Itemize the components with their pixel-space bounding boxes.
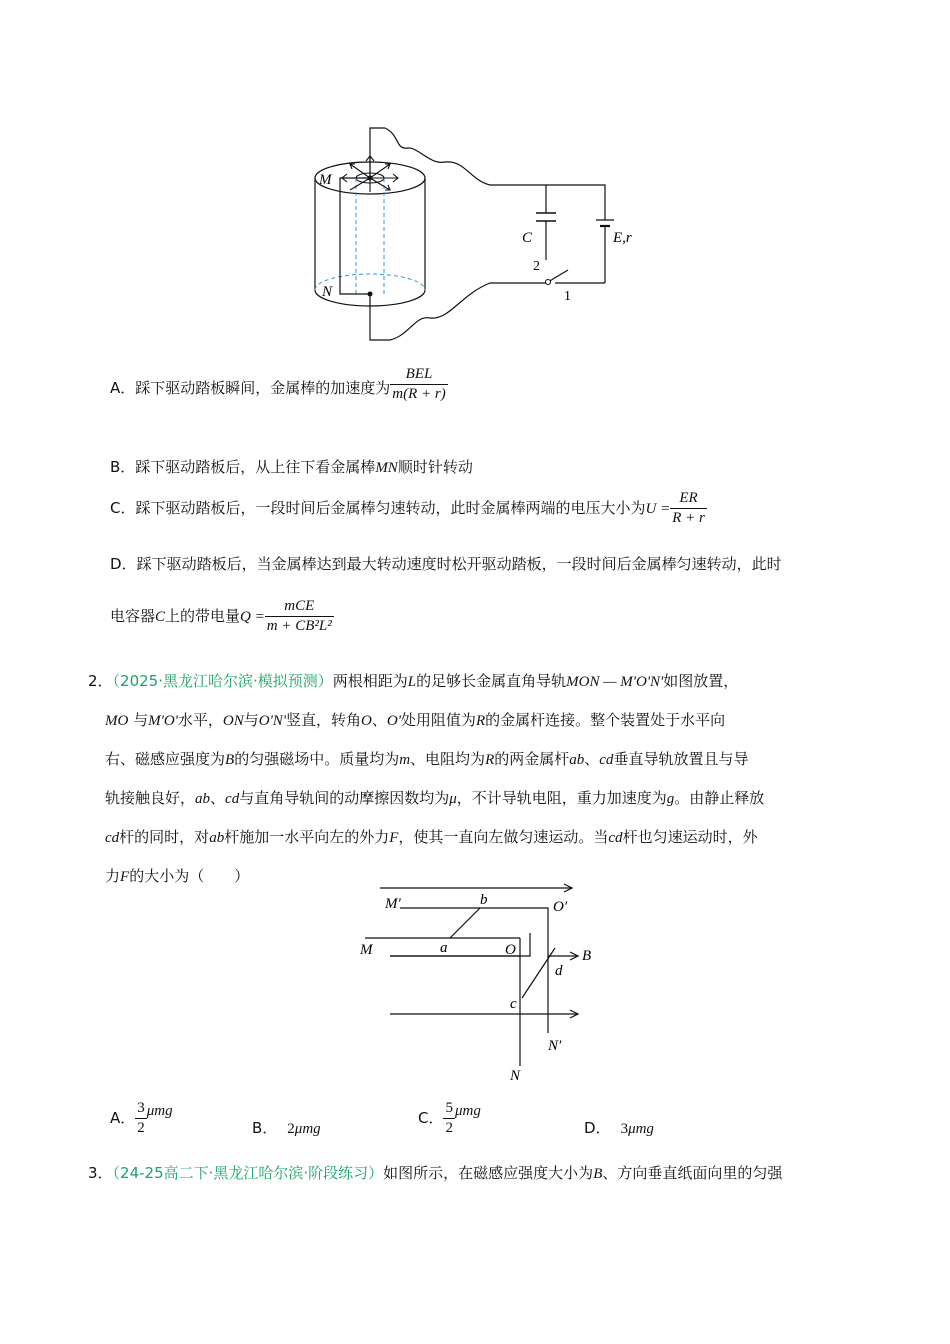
figure-cylinder-circuit: [300, 120, 650, 350]
q2-option-c: C． $\frac{5}{2}$ μmg: [418, 1100, 481, 1136]
label-Mprime: M′: [385, 896, 401, 912]
figure-rails: [350, 878, 610, 1088]
label-C: C: [522, 230, 533, 246]
q1-option-d-line2: 电容器C上的带电量Q = $\frac{\text{mCE}}{\text{m + CB²L²}}$: [110, 598, 332, 634]
q3-source: （24-25高二下·黑龙江哈尔滨·阶段练习）: [112, 1164, 384, 1182]
q2-option-b: B． 2μmg: [252, 1119, 321, 1137]
label-E: E,r: [613, 230, 632, 246]
label-N2: N: [510, 1068, 521, 1084]
q2-option-a: A． $\frac{3}{2}$ μmg: [110, 1100, 173, 1136]
label-Oprime: O′: [553, 899, 568, 915]
label-a: a: [440, 940, 448, 956]
q1-option-b: B．踩下驱动踏板后，从上往下看金属棒MN顺时针转动: [110, 458, 473, 476]
label-M: M: [319, 172, 332, 188]
q1-option-d: D．踩下驱动踏板后，当金属棒达到最大转动速度时松开驱动踏板，一段时间后金属棒匀速转动，此时: [110, 555, 782, 573]
label-b: b: [480, 892, 488, 908]
label-O: O: [505, 942, 516, 958]
label-M2: M: [360, 942, 373, 958]
q1-option-a: A．踩下驱动踏板瞬间，金属棒的加速度为 $\frac{\text{BEL}}{m(R + r)}$: [110, 366, 446, 402]
q2-option-d: D． 3μmg: [584, 1119, 654, 1137]
label-d: d: [555, 963, 563, 979]
q2-source: （2025·黑龙江哈尔滨·模拟预测）: [112, 672, 333, 690]
label-B-field: B: [582, 948, 592, 964]
label-1: 1: [564, 289, 571, 304]
label-N: N: [322, 284, 333, 300]
label-2: 2: [533, 259, 540, 274]
q1-option-c: C．踩下驱动踏板后，一段时间后金属棒匀速转动，此时金属棒两端的电压大小为U = $\frac{ER}{R + r}$: [110, 490, 705, 526]
label-c: c: [510, 996, 517, 1012]
q2-stem: 2．（2025·黑龙江哈尔滨·模拟预测）两根相距为L的足够长金属直角导轨MON — M'O'N'如图放置， MO 与M'O'水平，ON与O'N'竖直，转角O、O'处用阻值为R的金属杆连接。整个装置处于水平向 右、磁感应强度为B的匀强磁场中。质量均为m、电阻均为R的两金属杆ab、cd垂直导轨放置且与导 轨接触良好，ab、cd与直角导轨间的动摩擦因数均为μ，不计导轨电阻，重力加速度为g。由静止释放 cd杆的同时，对ab杆施加一水平向左的外力F，使其一直向左做匀速运动。当cd杆也匀速运动时，外 力F的大小为（ ）: [88, 672, 765, 885]
label-Nprime: N′: [548, 1038, 562, 1054]
q3-stem: 3．（24-25高二下·黑龙江哈尔滨·阶段练习）如图所示，在磁感应强度大小为B、方向垂直纸面向里的匀强: [88, 1164, 783, 1182]
